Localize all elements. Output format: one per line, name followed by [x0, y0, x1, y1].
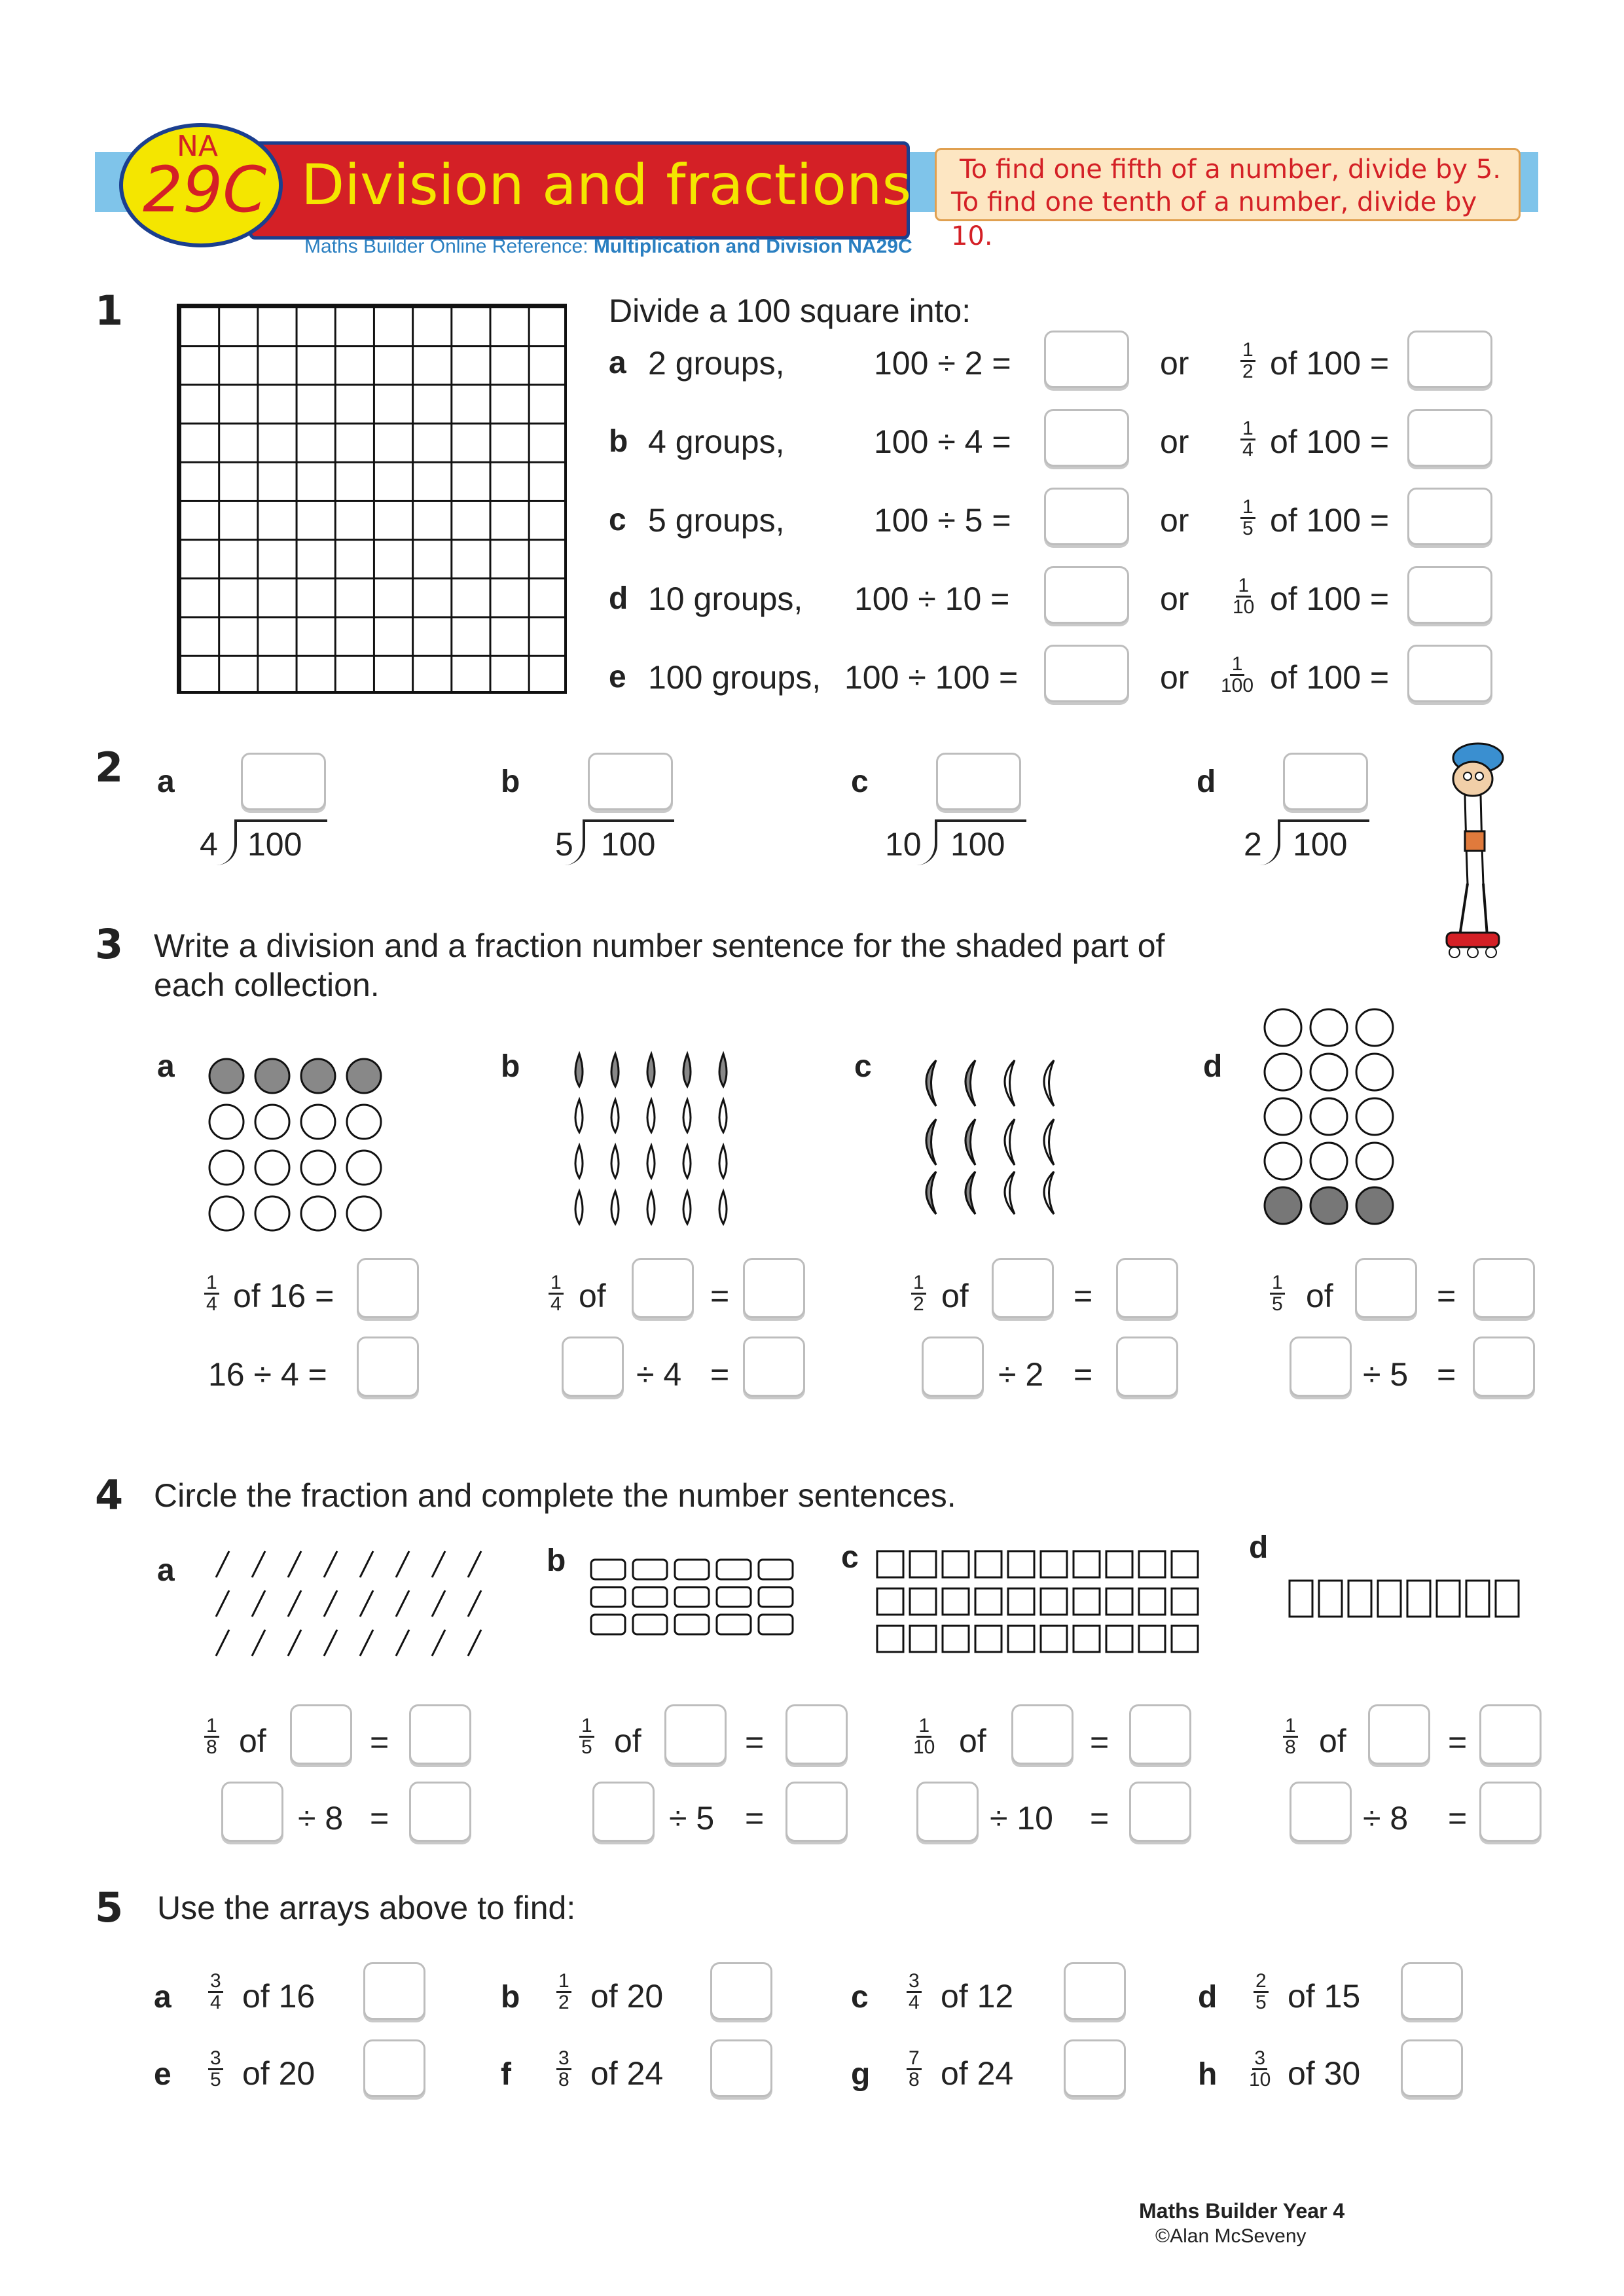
item-label: d	[1198, 1980, 1218, 2015]
sentence-text: of 20	[590, 1978, 664, 2015]
row-or: or	[1160, 345, 1189, 382]
answer-box[interactable]	[241, 753, 326, 810]
tip-box	[935, 148, 1521, 251]
apples-array-icon	[203, 1047, 399, 1237]
answer-box[interactable]	[785, 1704, 848, 1765]
denominator: 4	[206, 1293, 217, 1315]
fraction	[208, 2049, 223, 2090]
answer-box[interactable]	[1407, 488, 1492, 545]
of-text: of	[579, 1278, 606, 1314]
answer-box[interactable]	[1473, 1336, 1535, 1397]
q5-instruction: Use the arrays above to find:	[157, 1890, 576, 1926]
equals-text: =	[710, 1278, 730, 1314]
equals-text: =	[745, 1724, 765, 1761]
fraction	[208, 1971, 223, 2013]
equals-text: =	[1437, 1356, 1456, 1393]
row-of: of 100 =	[1270, 659, 1390, 696]
footer-book-title: Maths Builder Year 4	[1139, 2199, 1345, 2223]
numerator: 1	[549, 1273, 564, 1295]
item-label: b	[501, 1980, 520, 2015]
answer-box[interactable]	[1129, 1782, 1191, 1842]
answer-box[interactable]	[1479, 1704, 1542, 1765]
item-label: d	[1203, 1049, 1223, 1084]
denominator: 8	[206, 1736, 217, 1758]
answer-box[interactable]	[743, 1336, 805, 1397]
of-text: of	[941, 1278, 969, 1314]
answer-box[interactable]	[743, 1258, 805, 1318]
answer-box[interactable]	[1355, 1258, 1417, 1318]
answer-box[interactable]	[1479, 1782, 1542, 1842]
dividend: 100	[950, 826, 1005, 863]
balls-array-icon	[1257, 1001, 1407, 1237]
numerator: 1	[556, 1971, 571, 1993]
question-number: 1	[95, 287, 124, 334]
q4-instruction: Circle the fraction and complete the number sentences.	[154, 1477, 956, 1514]
milk-cartons-array-icon	[1286, 1571, 1535, 1623]
row-or: or	[1160, 423, 1189, 460]
divisor: 2	[1244, 826, 1262, 863]
fraction	[556, 2049, 571, 2090]
answer-box[interactable]	[221, 1782, 283, 1842]
answer-box[interactable]	[1064, 2039, 1126, 2097]
equals-text: =	[1448, 1800, 1468, 1837]
answer-box[interactable]	[357, 1258, 419, 1318]
pears-array-icon	[560, 1047, 756, 1237]
answer-box[interactable]	[1116, 1258, 1178, 1318]
of-text: of	[959, 1723, 986, 1759]
answer-box[interactable]	[922, 1336, 984, 1397]
of-text: of	[239, 1723, 266, 1759]
equals-text: =	[1074, 1278, 1093, 1314]
denominator: 10	[1233, 596, 1255, 618]
denominator: 10	[1249, 2069, 1271, 2090]
numerator: 1	[1240, 419, 1255, 440]
answer-box[interactable]	[1290, 1336, 1352, 1397]
answer-box[interactable]	[1407, 645, 1492, 702]
sentence-text: ÷ 8	[298, 1800, 344, 1837]
denominator: 100	[1221, 675, 1254, 696]
row-or: or	[1160, 502, 1189, 539]
fraction	[549, 1273, 564, 1314]
row-or: or	[1160, 659, 1189, 696]
hundred-square-grid	[177, 304, 567, 694]
of-text: of	[1306, 1278, 1333, 1314]
reference-link[interactable]: Multiplication and Division NA29C	[593, 236, 912, 257]
answer-box[interactable]	[1044, 488, 1129, 545]
answer-box[interactable]	[1401, 1962, 1463, 2020]
division-bar	[583, 819, 674, 822]
sentence-text: ÷ 2	[998, 1356, 1044, 1393]
answer-box[interactable]	[785, 1782, 848, 1842]
denominator: 4	[550, 1293, 562, 1315]
numerator: 1	[1230, 655, 1245, 676]
answer-box[interactable]	[1290, 1782, 1352, 1842]
equals-text: =	[370, 1800, 389, 1837]
row-of: of 100 =	[1270, 345, 1390, 382]
sentence-text: of 15	[1288, 1978, 1361, 2015]
numerator: 3	[208, 1971, 223, 1993]
answer-box[interactable]	[290, 1704, 352, 1765]
row-expression: 100 ÷ 100 =	[844, 659, 1019, 696]
answer-box[interactable]	[1407, 566, 1492, 624]
bananas-array-icon	[910, 1047, 1106, 1217]
sentence-text: of 16 =	[233, 1278, 334, 1314]
denominator: 4	[210, 1992, 221, 2013]
denominator: 2	[558, 1992, 569, 2013]
answer-box[interactable]	[1473, 1258, 1535, 1318]
row-groups: 4 groups,	[648, 423, 785, 460]
numerator: 1	[204, 1273, 219, 1295]
fraction	[1254, 1971, 1269, 2013]
sentence-text: ÷ 5	[1363, 1356, 1409, 1393]
sentence-text: of 12	[941, 1978, 1014, 2015]
question-number: 3	[95, 920, 124, 968]
denominator: 5	[581, 1736, 592, 1758]
numerator: 1	[1270, 1273, 1285, 1295]
fraction	[1270, 1273, 1285, 1314]
sentence-text: ÷ 4	[636, 1356, 682, 1393]
item-label: c	[854, 1049, 872, 1084]
denominator: 4	[909, 1992, 920, 2013]
item-label: a	[154, 1980, 171, 2015]
answer-box[interactable]	[409, 1704, 471, 1765]
equals-text: =	[710, 1356, 730, 1393]
denominator: 5	[210, 2069, 221, 2090]
item-label: c	[841, 1540, 859, 1575]
item-label: d	[1249, 1530, 1269, 1565]
row-groups: 10 groups,	[648, 581, 803, 617]
equals-text: =	[1090, 1724, 1110, 1761]
item-label: h	[1198, 2057, 1218, 2092]
denominator: 8	[1285, 1736, 1296, 1758]
division-bar	[935, 819, 1026, 822]
equals-text: =	[370, 1724, 389, 1761]
fraction	[1240, 340, 1255, 382]
item-label: a	[157, 764, 175, 799]
fraction	[1283, 1716, 1298, 1757]
cards-array-icon	[874, 1548, 1214, 1659]
answer-box[interactable]	[363, 1962, 425, 2020]
numerator: 1	[1236, 576, 1251, 598]
row-or: or	[1160, 581, 1189, 617]
fraction	[907, 2049, 922, 2090]
numerator: 1	[1240, 340, 1255, 362]
answer-box[interactable]	[1407, 409, 1492, 467]
equals-text: =	[1448, 1724, 1468, 1761]
pencils-array-icon	[203, 1545, 504, 1669]
question-number: 2	[95, 744, 124, 791]
item-label: b	[501, 764, 520, 799]
of-text: of	[614, 1723, 641, 1759]
fraction	[1240, 497, 1255, 539]
q1-intro: Divide a 100 square into:	[609, 293, 971, 329]
row-expression: 100 ÷ 10 =	[854, 581, 1010, 617]
answer-box[interactable]	[1044, 409, 1129, 467]
answer-box[interactable]	[936, 753, 1021, 810]
denominator: 5	[1242, 518, 1254, 539]
equals-text: =	[1090, 1800, 1110, 1837]
numerator: 7	[907, 2049, 922, 2070]
answer-box[interactable]	[1044, 331, 1129, 388]
question-number: 5	[95, 1884, 124, 1931]
item-label: e	[154, 2057, 171, 2092]
numerator: 1	[911, 1273, 926, 1295]
question-number: 4	[95, 1471, 124, 1519]
answer-box[interactable]	[710, 1962, 772, 2020]
fraction	[579, 1716, 594, 1757]
divisor: 10	[885, 826, 922, 863]
footer-copyright: ©Alan McSeveny	[1155, 2225, 1307, 2247]
answer-box[interactable]	[1064, 1962, 1126, 2020]
sentence-text: 16 ÷ 4 =	[208, 1356, 327, 1393]
item-label: c	[851, 1980, 869, 2015]
division-bar	[236, 819, 327, 822]
denominator: 4	[1242, 439, 1254, 461]
denominator: 8	[558, 2069, 569, 2090]
dividend: 100	[247, 826, 302, 863]
item-label: a	[157, 1049, 175, 1084]
answer-box[interactable]	[562, 1336, 624, 1397]
sentence-text: of 20	[242, 2055, 316, 2092]
divisor: 5	[555, 826, 573, 863]
books-array-icon	[586, 1554, 808, 1640]
row-of: of 100 =	[1270, 502, 1390, 539]
numerator: 1	[1283, 1716, 1298, 1738]
fraction	[1219, 655, 1255, 696]
denominator: 5	[1272, 1293, 1283, 1315]
q3-instruction-line-1: Write a division and a fraction number sentence for the shaded part of	[154, 927, 1165, 964]
row-expression: 100 ÷ 5 =	[874, 502, 1011, 539]
fraction	[907, 1971, 922, 2013]
fraction	[204, 1273, 219, 1314]
row-label: b	[609, 424, 628, 459]
numerator: 3	[208, 2049, 223, 2070]
answer-box[interactable]	[1044, 566, 1129, 624]
numerator: 3	[1252, 2049, 1267, 2070]
answer-box[interactable]	[916, 1782, 979, 1842]
of-text: of	[1319, 1723, 1346, 1759]
answer-box[interactable]	[588, 753, 673, 810]
answer-box[interactable]	[1116, 1336, 1178, 1397]
item-label: c	[851, 764, 869, 799]
dividend: 100	[1293, 826, 1348, 863]
answer-box[interactable]	[1407, 331, 1492, 388]
item-label: g	[851, 2057, 871, 2092]
denominator: 2	[1242, 361, 1254, 382]
answer-box[interactable]	[1368, 1704, 1430, 1765]
fraction	[911, 1273, 926, 1314]
item-label: d	[1197, 764, 1216, 799]
reference-line	[304, 236, 912, 258]
row-groups: 2 groups,	[648, 345, 785, 382]
row-label: a	[609, 346, 626, 380]
sentence-text: ÷ 8	[1363, 1800, 1409, 1837]
answer-box[interactable]	[1129, 1704, 1191, 1765]
numerator: 1	[579, 1716, 594, 1738]
sentence-text: of 30	[1288, 2055, 1361, 2092]
equals-text: =	[1437, 1278, 1456, 1314]
fraction	[1240, 419, 1255, 460]
fraction	[1231, 576, 1256, 617]
answer-box[interactable]	[664, 1704, 727, 1765]
q3-instruction-line-2: each collection.	[154, 967, 380, 1003]
numerator: 3	[907, 1971, 922, 1993]
denominator: 10	[913, 1736, 935, 1758]
fraction	[204, 1716, 219, 1757]
row-label: e	[609, 660, 626, 694]
dividend: 100	[601, 826, 656, 863]
numerator: 1	[916, 1716, 931, 1738]
denominator: 8	[909, 2069, 920, 2090]
division-bracket	[1259, 819, 1280, 865]
item-label: b	[501, 1049, 520, 1084]
row-label: c	[609, 503, 626, 537]
sentence-text: ÷ 10	[990, 1800, 1053, 1837]
answer-box[interactable]	[1011, 1704, 1074, 1765]
fraction	[911, 1716, 937, 1757]
numerator: 2	[1254, 1971, 1269, 1993]
answer-box[interactable]	[1283, 753, 1368, 810]
equals-text: =	[745, 1800, 765, 1837]
answer-box[interactable]	[409, 1782, 471, 1842]
answer-box[interactable]	[357, 1336, 419, 1397]
sentence-text: of 24	[590, 2055, 664, 2092]
row-expression: 100 ÷ 2 =	[874, 345, 1011, 382]
numerator: 1	[204, 1716, 219, 1738]
fraction	[556, 1971, 571, 2013]
row-label: d	[609, 581, 628, 616]
numerator: 1	[1240, 497, 1255, 519]
item-label: f	[501, 2057, 511, 2092]
equals-text: =	[1074, 1356, 1093, 1393]
tip-line-2: To find one tenth of a number, divide by 10.	[951, 187, 1477, 251]
answer-box[interactable]	[363, 2039, 425, 2097]
reference-prefix: Maths Builder Online Reference:	[304, 236, 588, 257]
answer-box[interactable]	[992, 1258, 1054, 1318]
item-label: b	[547, 1543, 566, 1578]
page-title: Division and fractions	[301, 152, 912, 218]
tip-line-1: To find one fifth of a number, divide by 5.	[960, 154, 1501, 185]
answer-box[interactable]	[710, 2039, 772, 2097]
answer-box[interactable]	[592, 1782, 655, 1842]
row-groups: 5 groups,	[648, 502, 785, 539]
division-bracket	[216, 819, 237, 865]
row-groups: 100 groups,	[648, 659, 821, 696]
row-expression: 100 ÷ 4 =	[874, 423, 1011, 460]
answer-box[interactable]	[1044, 645, 1129, 702]
sentence-text: ÷ 5	[669, 1800, 715, 1837]
answer-box[interactable]	[632, 1258, 694, 1318]
sentence-text: of 24	[941, 2055, 1014, 2092]
sentence-text: of 16	[242, 1978, 316, 2015]
skater-cartoon-icon	[1427, 733, 1525, 969]
row-of: of 100 =	[1270, 423, 1390, 460]
row-of: of 100 =	[1270, 581, 1390, 617]
answer-box[interactable]	[1401, 2039, 1463, 2097]
fraction	[1247, 2049, 1272, 2090]
divisor: 4	[200, 826, 218, 863]
item-label: a	[157, 1553, 175, 1588]
denominator: 5	[1255, 1992, 1267, 2013]
division-bar	[1278, 819, 1369, 822]
code-top: NA	[177, 130, 219, 163]
denominator: 2	[913, 1293, 924, 1315]
code-main: 29C	[143, 153, 267, 226]
numerator: 3	[556, 2049, 571, 2070]
